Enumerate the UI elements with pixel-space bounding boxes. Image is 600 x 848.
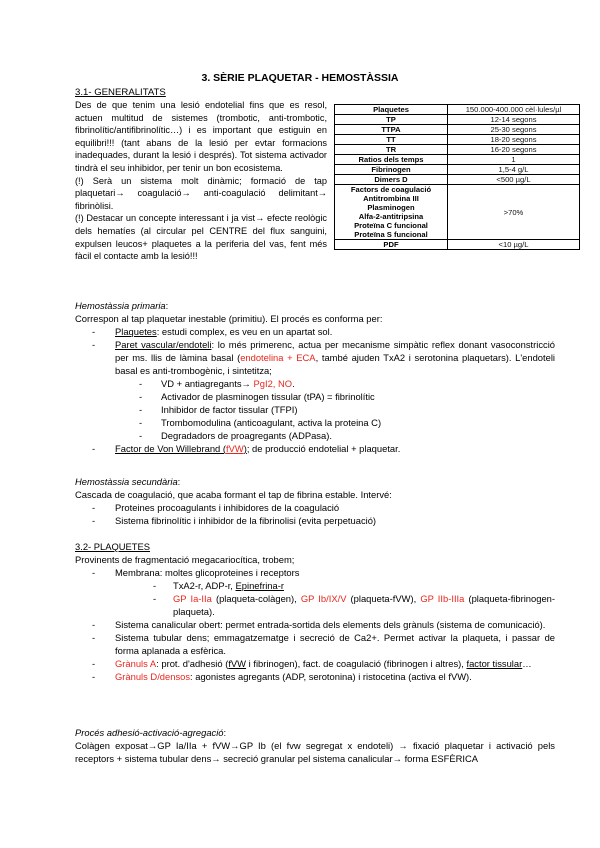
sub-list-item: - Degradadors de proagregants (ADPasa). (75, 429, 555, 442)
table-row (335, 145, 580, 155)
primary-intro: Correspon al tap plaquetar inestable (primitiu). El procés es conforma per: (75, 313, 383, 324)
sub-item-text: VD + antiagregants→ (161, 378, 254, 389)
heading-colon: : (177, 476, 181, 487)
generalitats-paragraph-2: (!) Serà un sistema molt dinàmic; formació de tap plaquetari→ coagulació→ anti-coagulació delimitant→ fibrinòlisi. (75, 175, 327, 211)
list-item-term: fVW (228, 658, 247, 669)
sub-item-text: TxA2-r, ADP-r, (173, 580, 236, 591)
process-heading (75, 726, 555, 739)
table-row (335, 105, 580, 115)
list-item-term: Paret vascular/endoteli (115, 339, 212, 350)
process-section (75, 726, 555, 765)
list-item-text: : lo més primerenc, actua per mecanisme simpàtic reflex donant vasoconstricció per ms. llis de làmina basal ( (115, 339, 555, 363)
table-label: TTPA (335, 125, 448, 135)
table-value: 12-14 segons (448, 115, 580, 125)
table-label: Factors de coagulació (350, 185, 432, 194)
list-item: - Sistema fibrinolític i inhibidor de la fibrinolisi (evita perpetuació) (75, 514, 555, 527)
sub-list-item (75, 592, 555, 618)
table-label: PDF (335, 240, 448, 250)
table-label: Plasminogen (367, 203, 415, 212)
list-item-term: Plaquetes (115, 326, 157, 337)
list-item: - Sistema tubular dens; emmagatzematge i secreció de Ca2+. Permet activar la plaqueta, i passar de forma aplanada a esfèrica. (75, 631, 555, 657)
list-item-term: Factor de Von Willebrand ( (115, 443, 226, 454)
list-item: - Proteines procoagulants i inhibidores de la coagulació (75, 501, 555, 514)
table-label: TR (335, 145, 448, 155)
sub-item-term: Epinefrina-r (235, 580, 284, 591)
list-item (75, 325, 555, 338)
highlight-text: fVW (226, 443, 244, 454)
table-row (335, 175, 580, 185)
sub-list-item (75, 377, 555, 390)
table-label: Proteïna C funcional (354, 221, 428, 230)
sub-item-text: (plaqueta-fVW), (346, 593, 421, 604)
list-item (75, 670, 555, 683)
sub-list-item: - Trombomodulina (anticoagulant, activa la proteina C) (75, 416, 555, 429)
table-value: 16-20 segons (448, 145, 580, 155)
highlight-text: endotelina + ECA (240, 352, 316, 363)
highlight-text: GP IIb-IIIa (420, 593, 465, 604)
table-row (335, 125, 580, 135)
list-item (75, 442, 555, 455)
highlight-text: GP Ib/IX/V (300, 593, 347, 604)
primary-hemostasis-heading (75, 299, 555, 312)
generalitats-paragraph-3: (!) Destacar un concepte interessant i ja vist→ efecte reològic dels hematíes (al circular pel CENTRE del flux sanguini, expulsen leucos+ plaquetes a la periferia del vas, fent més fàcil el contacte amb la lesió!!! (75, 213, 327, 262)
table-label: TT (335, 135, 448, 145)
heading-colon: : (223, 727, 227, 738)
table-row (335, 185, 580, 240)
secondary-intro: Cascada de coagulació, que acaba formant el tap de fibrina estable. Intervé: (75, 489, 392, 500)
sub-list-item: - Activador de plasminogen tissular (tPA) = fibrinolític (75, 390, 555, 403)
table-label: Ratios dels temps (335, 155, 448, 165)
list-item-text: i fibrinogen), fact. de coagulació (fibrinogen i altres), (246, 658, 467, 669)
secondary-hemostasis-heading (75, 475, 555, 488)
list-item-text: … (522, 658, 532, 669)
heading-colon: : (165, 300, 169, 311)
sub-list-item: - Inhibidor de factor tissular (TFPI) (75, 403, 555, 416)
highlight-text: GP Ia-IIa (173, 593, 212, 604)
list-item-text: : prot. d'adhesió ( (156, 658, 229, 669)
list-item: - Sistema canalicular obert: permet entrada-sortida dels elements dels grànuls (sistema de comunicació). (75, 618, 555, 631)
table-value: 1,5-4 g/L (448, 165, 580, 175)
table-row (335, 115, 580, 125)
table-row (335, 135, 580, 145)
sub-item-text: . (292, 378, 295, 389)
table-row (335, 155, 580, 165)
list-item-text: : estudi complex, es veu en un apartat sol. (156, 326, 333, 337)
heading-text: Procés adhesió-activació-agregació (75, 727, 224, 738)
page-title: 3. SÈRIE PLAQUETAR - HEMOSTÀSSIA (201, 72, 399, 84)
table-value: 150.000-400.000 cèl·lules/µl (448, 105, 580, 115)
table-label-group (335, 185, 448, 240)
table-label: Antitrombina III (363, 194, 419, 203)
list-item-text: : agonistes agregants (ADP, serotonina) i ristocetina (activa el fVW). (190, 671, 472, 682)
plaquetes-intro: Provinents de fragmentació megacariocítica, trobem; (75, 554, 295, 565)
table-value: 18-20 segons (448, 135, 580, 145)
table-value: <10 µg/L (448, 240, 580, 250)
plaquetes-section (75, 540, 555, 683)
section-heading-generalitats: 3.1- GENERALITATS (75, 87, 166, 98)
table-label: Proteïna S funcional (354, 230, 428, 239)
highlight-text: Grànuls D/densos (115, 671, 191, 682)
table-label: Plaquetes (335, 105, 448, 115)
table-label: Alfa-2-antitripsina (358, 212, 424, 221)
heading-text: Hemostàssia secundària (75, 476, 178, 487)
table-row (335, 165, 580, 175)
list-item (75, 657, 555, 670)
highlight-text: Grànuls A (115, 658, 157, 669)
table-label: Dimers D (335, 175, 448, 185)
table-label: TP (335, 115, 448, 125)
sub-list-item (75, 579, 555, 592)
sub-item-text: (plaqueta-colàgen), (211, 593, 301, 604)
section-heading-plaquetes: 3.2- PLAQUETES (75, 541, 151, 552)
generalitats-paragraph-1: Des de que tenim una lesió endotelial fins que es resol, actuen multitud de sistemes (trombotic, anti-trombotic, fibrinolític/antifibrinolític…) i es important que estiguin en equilibri!!! (tant abans de la lesió per evtar formacions inadequades, durant la lesió i després). Tot sistema activador tindrà el seu inhibidor, per tenir un bon ecosistema. (75, 100, 327, 173)
list-item (75, 338, 555, 377)
list-item-text: , també ajuden TxA2 i serotonina plaquetars). L'endoteli basal es anti-trombogènic, i sintetitza; (115, 352, 556, 376)
table-value: >70% (448, 185, 580, 240)
heading-text: Hemostàssia primaria (75, 300, 166, 311)
list-item: - Membrana: moltes glicoproteines i receptors (75, 566, 555, 579)
table-value: <500 µg/L (448, 175, 580, 185)
list-item-term: factor tissular (466, 658, 523, 669)
primary-hemostasis-section (75, 299, 555, 455)
reference-values-table (334, 104, 580, 250)
highlight-text: PgI2, NO (253, 378, 293, 389)
list-item-term: ) (243, 443, 247, 454)
sub-item-text: (plaqueta-fibrinogen-plaqueta). (173, 593, 555, 617)
process-text: Colàgen exposat→GP Ia/IIa + fVW→GP Ib (el fvw segregat x endoteli) → fixació plaquetar i activació pels receptors + sistema tubular dens→ secreció granular pel sistema canalicular→ forma ESFÈRICA (75, 740, 555, 764)
table-label: Fibrinogen (335, 165, 448, 175)
secondary-hemostasis-section (75, 475, 555, 527)
list-item-text: ; de producció endotelial + plaquetar. (246, 443, 401, 454)
table-row (335, 240, 580, 250)
generalitats-text (75, 99, 327, 263)
table-value: 25-30 segons (448, 125, 580, 135)
table-value: 1 (448, 155, 580, 165)
